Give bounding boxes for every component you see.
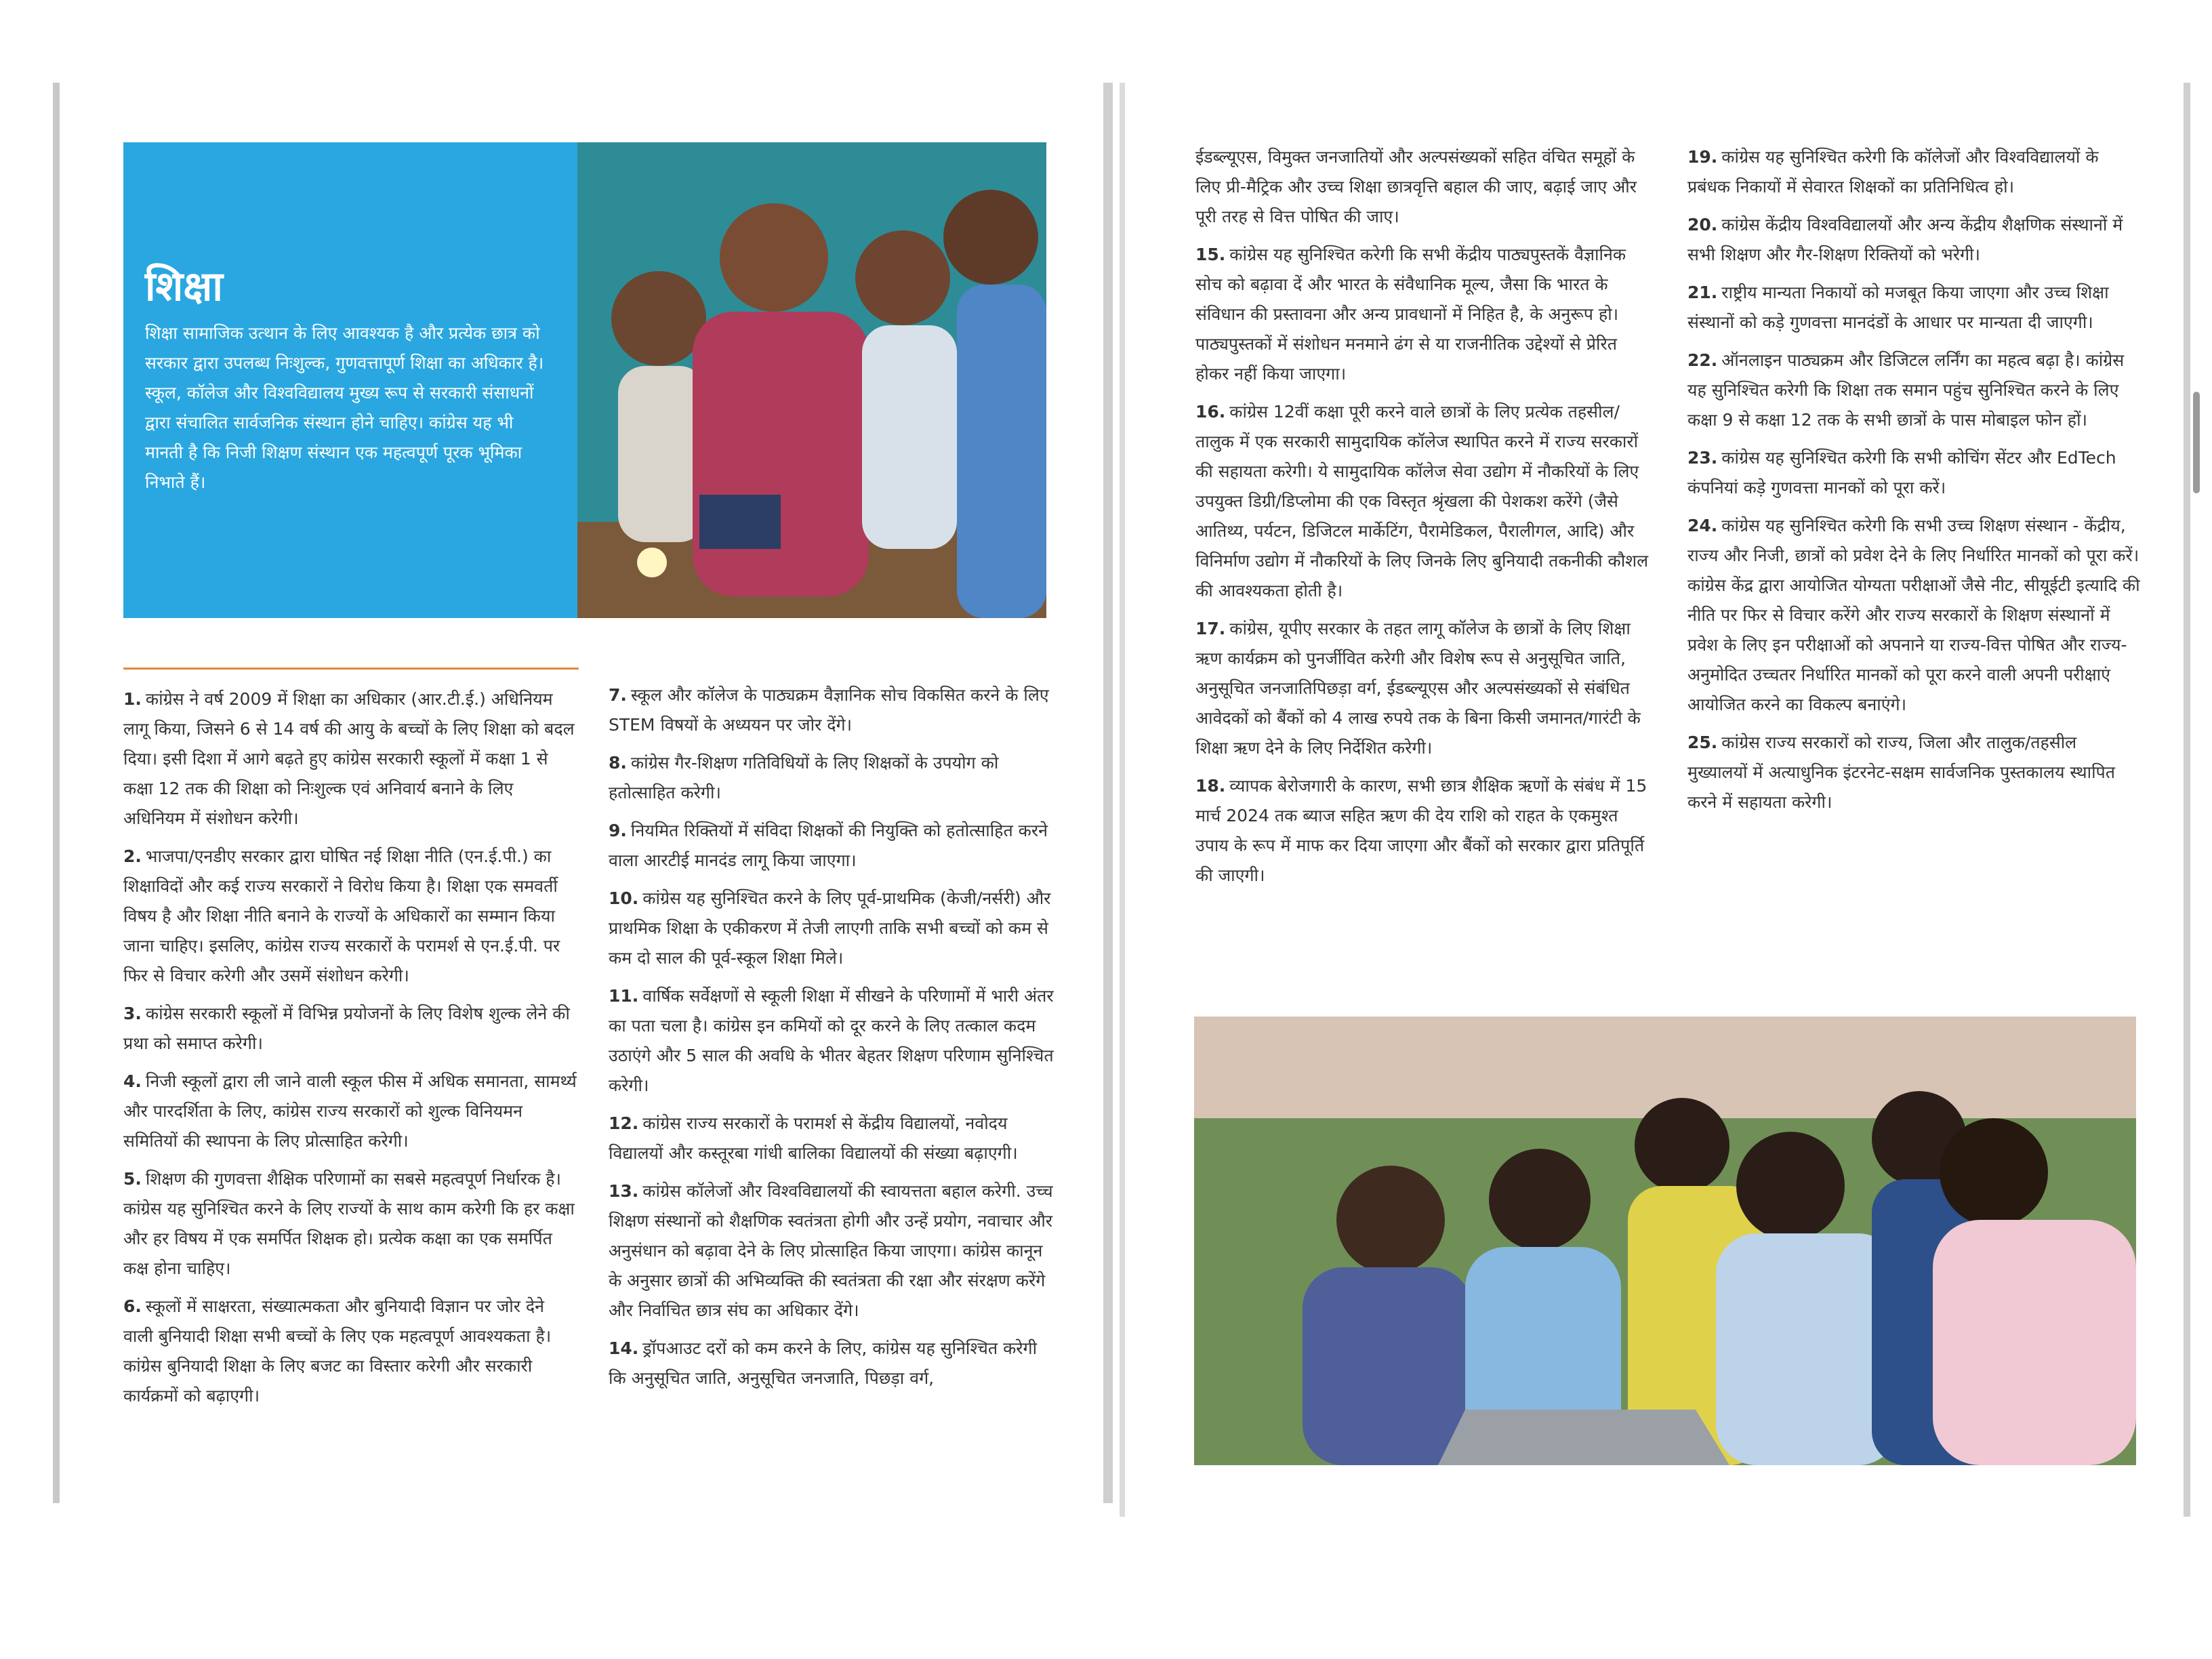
list-item: 3. कांग्रेस सरकारी स्कूलों में विभिन्न प्रयोजनों के लिए विशेष शुल्क लेने की प्रथा को समाप्त करेगी। [123, 1004, 570, 1053]
list-item: 9. नियमित रिक्तियों में संविदा शिक्षकों की नियुक्ति को हतोत्साहित करने वाला आरटीई मानदंड लागू किया जाएगा। [609, 821, 1048, 870]
list-item: 7. स्कूल और कॉलेज के पाठ्यक्रम वैज्ञानिक सोच विकसित करने के लिए STEM विषयों के अध्ययन पर जोर देंगे। [609, 685, 1049, 735]
list-item: 1. कांग्रेस ने वर्ष 2009 में शिक्षा का अधिकार (आर.टी.ई.) अधिनियम लागू किया, जिसने 6 से 14 वर्ष की आयु के बच्चों के लिए शिक्षा को बदल दिया। इसी दिशा में आगे बढ़ते हुए कांग्रेस सरकारी स्कूलों में कक्षा 1 से कक्षा 12 तक की शिक्षा को निःशुल्क एवं अनिवार्य बनाने के लिए अधिनियम में संशोधन करेगी। [123, 689, 575, 828]
list-item: 12. कांग्रेस राज्य सरकारों के परामर्श से केंद्रीय विद्यालयों, नवोदय विद्यालयों और कस्तूरबा गांधी बालिका विद्यालयों की संख्या बढ़ाएगी। [609, 1113, 1018, 1163]
list-item: 10. कांग्रेस यह सुनिश्चित करने के लिए पूर्व-प्राथमिक (केजी/नर्सरी) और प्राथमिक शिक्षा के एकीकरण में तेजी लाएगी ताकि सभी बच्चों को कम से कम दो साल की पूर्व-स्कूल शिक्षा मिले। [609, 888, 1051, 968]
hero-text-panel [123, 142, 577, 618]
list-item: 16. कांग्रेस 12वीं कक्षा पूरी करने वाले छात्रों के लिए प्रत्येक तहसील/तालुक में एक सरकारी सामुदायिक कॉलेज स्थापित करने में राज्य सरकारों की सहायता करेगी। ये सामुदायिक कॉलेज सेवा उद्योग में नौकरियों के लिए उपयुक्त डिग्री/डिप्लोमा की एक विस्तृत श्रृंखला की पेशकश करेंगे (जैसे आतिथ्य, पर्यटन, डिजिटल मार्केटिंग, पैरामेडिकल, पैरालीगल, आदि) और विनिर्माण उद्योग में नौकरियों के लिए जिनके लिए बुनियादी तकनीकी कौशल की आवश्यकता होती है। [1195, 402, 1649, 600]
list-item: 25. कांग्रेस राज्य सरकारों को राज्य, जिला और तालुक/तहसील मुख्यालयों में अत्याधुनिक इंटरनेट-सक्षम सार्वजनिक पुस्तकालय स्थापित करने में सहायता करेगी। [1687, 733, 2116, 812]
center-spine-left [1103, 83, 1113, 1503]
center-spine-right [1120, 83, 1125, 1517]
list-item: 4. निजी स्कूलों द्वारा ली जाने वाली स्कूल फीस में अधिक समानता, सामर्थ्य और पारदर्शिता के लिए, कांग्रेस राज्य सरकारों को शुल्क विनियमन समितियों की स्थापना के लिए प्रोत्साहित करेगी। [123, 1071, 577, 1151]
list-item: 15. कांग्रेस यह सुनिश्चित करेगी कि सभी केंद्रीय पाठ्यपुस्तकें वैज्ञानिक सोच को बढ़ावा दें और भारत के संवैधानिक मूल्य, जैसा कि भारत के संविधान की प्रस्तावना और अन्य प्रावधानों में निहित है, के अनुरूप हो। पाठ्यपुस्तकों में संशोधन मनमाने ढंग से या राजनीतिक उद्देश्यों से प्रेरित होकर नहीं किया जाएगा। [1195, 245, 1626, 384]
section-divider [123, 668, 579, 670]
list-item: 6. स्कूलों में साक्षरता, संख्यात्मकता और बुनियादी विज्ञान पर जोर देने वाली बुनियादी शिक्षा सभी बच्चों के लिए एक महत्वपूर्ण आवश्यकता है। कांग्रेस बुनियादी शिक्षा के लिए बजट का विस्तार करेगी और सरकारी कार्यक्रमों को बढ़ाएगी। [123, 1296, 552, 1406]
list-item-continued: ईडब्ल्यूएस, विमुक्त जनजातियों और अल्पसंख्यकों सहित वंचित समूहों के लिए प्री-मैट्रिक और उच्च शिक्षा छात्रवृत्ति बहाल की जाए, बढ़ाई जाए और पूरी तरह से वित्त पोषित की जाए। [1195, 147, 1637, 226]
left-page-edge [53, 83, 60, 1503]
section-title: शिक्षा [145, 263, 223, 310]
students-laptop-photo [1194, 1017, 2136, 1465]
teacher-students-photo [577, 142, 1046, 618]
list-item: 20. कांग्रेस केंद्रीय विश्वविद्यालयों और अन्य केंद्रीय शैक्षणिक संस्थानों में सभी शिक्षण और गैर-शिक्षण रिक्तियों को भरेगी। [1687, 215, 2123, 264]
list-item: 2. भाजपा/एनडीए सरकार द्वारा घोषित नई शिक्षा नीति (एन.ई.पी.) का शिक्षाविदों और कई राज्य सरकारों ने विरोध किया है। शिक्षा एक समवर्ती विषय है और शिक्षा नीति बनाने के राज्यों के अधिकारों का सम्मान किया जाना चाहिए। इसलिए, कांग्रेस राज्य सरकारों के परामर्श से एन.ई.पी. पर फिर से विचार करेगी और उसमें संशोधन करेगी। [123, 846, 560, 985]
list-item: 14. ड्रॉपआउट दरों को कम करने के लिए, कांग्रेस यह सुनिश्चित करेगी कि अनुसूचित जाति, अनुसूचित जनजाति, पिछड़ा वर्ग, [609, 1338, 1038, 1388]
list-item: 17. कांग्रेस, यूपीए सरकार के तहत लागू कॉलेज के छात्रों के लिए शिक्षा ऋण कार्यक्रम को पुनर्जीवित करेगी और विशेष रूप से अनुसूचित जाति, अनुसूचित जनजातिपिछड़ा वर्ग, ईडब्ल्यूएस और अल्पसंख्यकों से संबंधित आवेदकों को बैंकों को 4 लाख रुपये तक के बिना किसी जमानत/गारंटी के शिक्षा ऋण देने के लिए निर्देशित करेगी। [1195, 619, 1641, 758]
list-item: 13. कांग्रेस कॉलेजों और विश्वविद्यालयों की स्वायत्तता बहाल करेगी. उच्च शिक्षण संस्थानों को शैक्षणिक स्वतंत्रता होगी और उन्हें प्रयोग, नवाचार और अनुसंधान को बढ़ावा देने के लिए प्रोत्साहित किया जाएगा। कांग्रेस कानून के अनुसार छात्रों की अभिव्यक्ति की स्वतंत्रता की रक्षा और संरक्षण करेंगे और निर्वाचित छात्र संघ का अधिकार देंगे। [609, 1181, 1053, 1320]
list-item: 18. व्यापक बेरोजगारी के कारण, सभी छात्र शैक्षिक ऋणों के संबंध में 15 मार्च 2024 तक ब्याज सहित ऋण की देय राशि को राहत के एकमुश्त उपाय के रूप में माफ कर दिया जाएगा और बैंकों को सरकार द्वारा प्रतिपूर्ति की जाएगी। [1195, 776, 1647, 885]
list-item: 21. राष्ट्रीय मान्यता निकायों को मजबूत किया जाएगा और उच्च शिक्षा संस्थानों को कड़े गुणवत्ता मानदंडों के आधार पर मान्यता दी जाएगी। [1687, 283, 2109, 332]
list-item: 23. कांग्रेस यह सुनिश्चित करेगी कि सभी कोचिंग सेंटर और EdTech कंपनियां कड़े गुणवत्ता मानकों को पूरा करें। [1687, 448, 2116, 497]
right-page-edge [2184, 83, 2190, 1517]
column-4 [1687, 142, 2140, 825]
scrollbar-thumb[interactable] [2193, 392, 2200, 493]
list-item: 5. शिक्षण की गुणवत्ता शैक्षिक परिणामों का सबसे महत्वपूर्ण निर्धारक है। कांग्रेस यह सुनिश्चित करने के लिए राज्यों के साथ काम करेगी कि हर कक्षा और हर विषय में एक समर्पित शिक्षक हो। प्रत्येक कक्षा का एक समर्पित कक्ष होना चाहिए। [123, 1169, 575, 1278]
list-item: 19. कांग्रेस यह सुनिश्चित करेगी कि कॉलेजों और विश्वविद्यालयों के प्रबंधक निकायों में सेवारत शिक्षकों का प्रतिनिधित्व हो। [1687, 147, 2099, 197]
section-intro: शिक्षा सामाजिक उत्थान के लिए आवश्यक है और प्रत्येक छात्र को सरकार द्वारा उपलब्ध निःशुल्क, गुणवत्तापूर्ण शिक्षा का अधिकार है। स्कूल, कॉलेज और विश्वविद्यालय मुख्य रूप से सरकारी संसाधनों द्वारा संचालित सार्वजनिक संस्थान होने चाहिए। कांग्रेस यह भी मानती है कि निजी शिक्षण संस्थान एक महत्वपूर्ण पूरक भूमिका निभाते हैं। [145, 323, 544, 492]
list-item: 22. ऑनलाइन पाठ्यक्रम और डिजिटल लर्निंग का महत्व बढ़ा है। कांग्रेस यह सुनिश्चित करेगी कि शिक्षा तक समान पहुंच सुनिश्चित करने के लिए कक्षा 9 से कक्षा 12 तक के सभी छात्रों के पास मोबाइल फोन हों। [1687, 350, 2125, 430]
column-3 [1195, 142, 1651, 899]
list-item: 24. कांग्रेस यह सुनिश्चित करेगी कि सभी उच्च शिक्षण संस्थान - केंद्रीय, राज्य और निजी, छात्रों को प्रवेश देने के लिए निर्धारित मानकों को पूरा करें। कांग्रेस केंद्र द्वारा आयोजित योग्यता परीक्षाओं जैसे नीट, सीयूईटी इत्यादि की नीति पर फिर से विचार करेंगे और राज्य सरकारों के शिक्षण संस्थानों में प्रवेश के लिए इन परीक्षाओं को अपनाने या राज्य-वित्त पोषित और राज्य-अनुमोदित उच्चतर निर्धारित मानकों को पूरा करने वाली अपनी परीक्षाएं आयोजित करने का विकल्प बनाएंगे। [1687, 516, 2140, 714]
column-1 [123, 684, 579, 1419]
hero-banner [123, 142, 1046, 618]
list-item: 8. कांग्रेस गैर-शिक्षण गतिविधियों के लिए शिक्षकों के उपयोग को हतोत्साहित करेगी। [609, 753, 999, 802]
column-2 [609, 680, 1056, 1401]
list-item: 11. वार्षिक सर्वेक्षणों से स्कूली शिक्षा में सीखने के परिणामों में भारी अंतर का पता चला है। कांग्रेस इन कमियों को दूर करने के लिए तत्काल कदम उठाएंगे और 5 साल की अवधि के भीतर बेहतर शिक्षण परिणाम सुनिश्चित करेगी। [609, 986, 1054, 1095]
